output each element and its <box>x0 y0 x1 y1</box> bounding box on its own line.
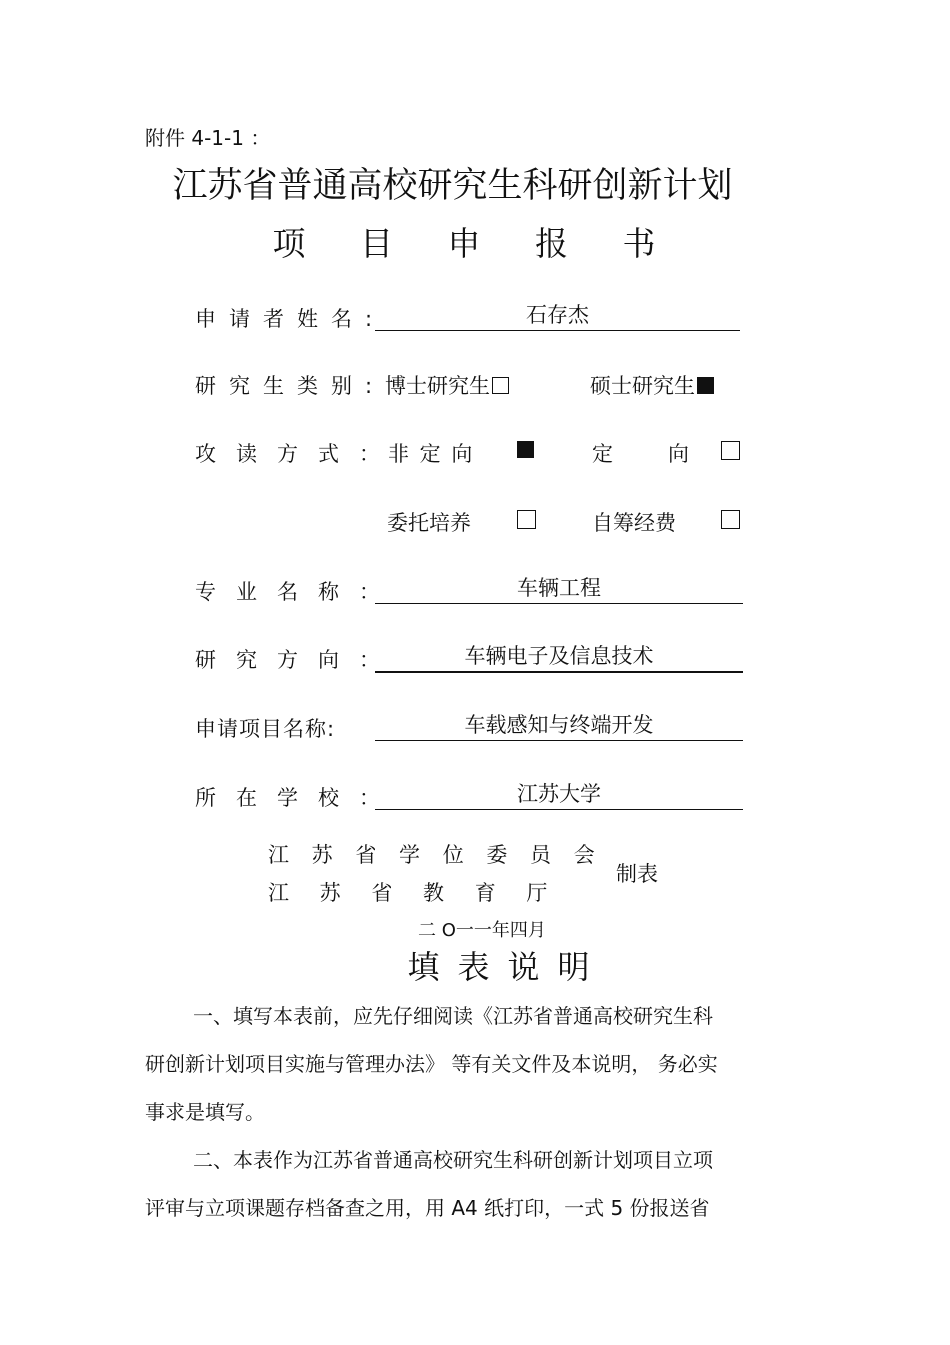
directed-checkbox-empty-icon[interactable] <box>721 441 740 463</box>
issue-date: 二 O一一年四月 <box>418 920 546 941</box>
document-title: 江苏省普通高校研究生科研创新计划 <box>172 166 733 206</box>
entrusted-checkbox-empty-icon[interactable] <box>517 510 536 532</box>
document-subtitle: 项 目 申 报 书 <box>272 224 678 263</box>
instruction-line: 二、本表作为江苏省普通高校研究生科研创新计划项目立项 <box>193 1148 713 1172</box>
applicant-name-field[interactable]: 石存杰 <box>375 300 740 331</box>
instruction-line: 事求是填写。 <box>145 1100 265 1124</box>
option-directed-label-a: 定 <box>592 442 613 466</box>
major-label: 专业名称： <box>195 580 400 604</box>
issuer-education-dept: 江 苏 省 教 育 厅 <box>268 881 560 905</box>
attachment-number: 附件 4-1-1 ： <box>145 126 271 150</box>
option-master-label: 硕士研究生 <box>590 374 695 398</box>
instruction-line: 评审与立项课题存档备查之用，用 A4 纸打印，一式 5 份报送省 <box>145 1196 710 1220</box>
option-self-funded-label: 自筹经费 <box>592 511 676 535</box>
option-phd-label: 博士研究生 <box>385 374 490 398</box>
applicant-name-label: 申请者姓名: <box>195 307 386 331</box>
instructions-title: 填表说明 <box>407 948 608 986</box>
option-non-directed-label: 非 定 向 <box>388 442 475 466</box>
major-field[interactable]: 车辆工程 <box>375 573 743 604</box>
option-master[interactable] <box>590 370 714 400</box>
master-checkbox-checked-icon[interactable] <box>697 377 714 394</box>
issuer-suffix: 制表 <box>616 862 658 886</box>
school-field[interactable]: 江苏大学 <box>375 779 743 810</box>
option-directed-label-b: 向 <box>668 442 689 466</box>
option-entrusted-label: 委托培养 <box>387 511 471 535</box>
school-label: 所在学校： <box>195 786 400 810</box>
project-name-field[interactable]: 车载感知与终端开发 <box>375 710 743 741</box>
project-name-label: 申请项目名称: <box>195 717 336 741</box>
option-phd[interactable] <box>385 370 509 400</box>
instruction-line: 一、填写本表前，应先仔细阅读《江苏省普通高校研究生科 <box>193 1004 713 1028</box>
research-direction-field[interactable]: 车辆电子及信息技术 <box>375 641 743 673</box>
issuer-degree-committee: 江 苏 省 学 位 委 员 会 <box>268 843 603 867</box>
study-mode-label: 攻读方式： <box>195 442 400 466</box>
category-label: 研究生类别: <box>195 374 386 398</box>
phd-checkbox-empty-icon[interactable] <box>492 377 509 394</box>
non-directed-checkbox-checked-icon[interactable] <box>517 441 534 461</box>
instruction-line: 研创新计划项目实施与管理办法》 等有关文件及本说明， 务必实 <box>145 1052 718 1076</box>
self-funded-checkbox-empty-icon[interactable] <box>721 510 740 532</box>
research-direction-label: 研究方向： <box>195 648 400 672</box>
